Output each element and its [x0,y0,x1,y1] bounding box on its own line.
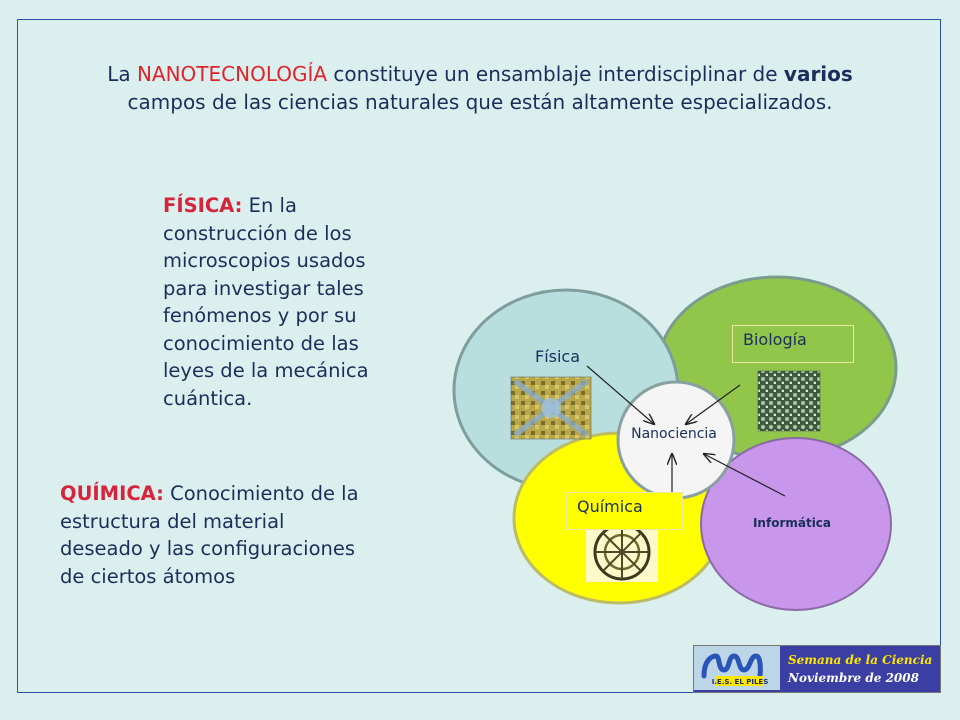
school-logo-graphic [694,646,780,690]
label-fisica: Física [535,347,581,366]
label-informatica: Informática [752,516,832,530]
quimica-heading: QUÍMICA: [60,482,164,505]
footer-line-2: Noviembre de 2008 [788,671,919,685]
school-logo [694,646,780,690]
biologia-image [758,371,820,431]
svg-text:I.E.S. EL PILES: I.E.S. EL PILES [711,678,769,686]
intro-highlight: NANOTECNOLOGÍA [136,62,328,86]
fullerene-image [586,522,658,582]
intro-prefix: La [107,62,137,86]
label-biologia: Biología [732,325,854,363]
fisica-image [511,377,591,439]
quimica-text: Conocimiento de la estructura del material deseado y las configuraciones de ciertos átomos [60,482,359,588]
label-nanociencia: Nanociencia [631,426,717,442]
intro-strong: varios [783,62,853,86]
fisica-text: En la construcción de los microscopios usados para investigar tales fenómenos y por su conocimiento de las leyes de la mecánica cuántica. [163,194,369,410]
intro-middle: constituye un ensamblaje interdisciplinar de [327,62,784,86]
fisica-heading: FÍSICA: [163,194,243,217]
footer-line-1: Semana de la Ciencia [788,653,933,667]
footer-caption [780,646,940,692]
intro-line-2: campos de las ciencias naturales que están altamente especializados. [127,90,833,114]
footer-logo-box [693,645,941,693]
label-quimica: Química [566,492,683,530]
